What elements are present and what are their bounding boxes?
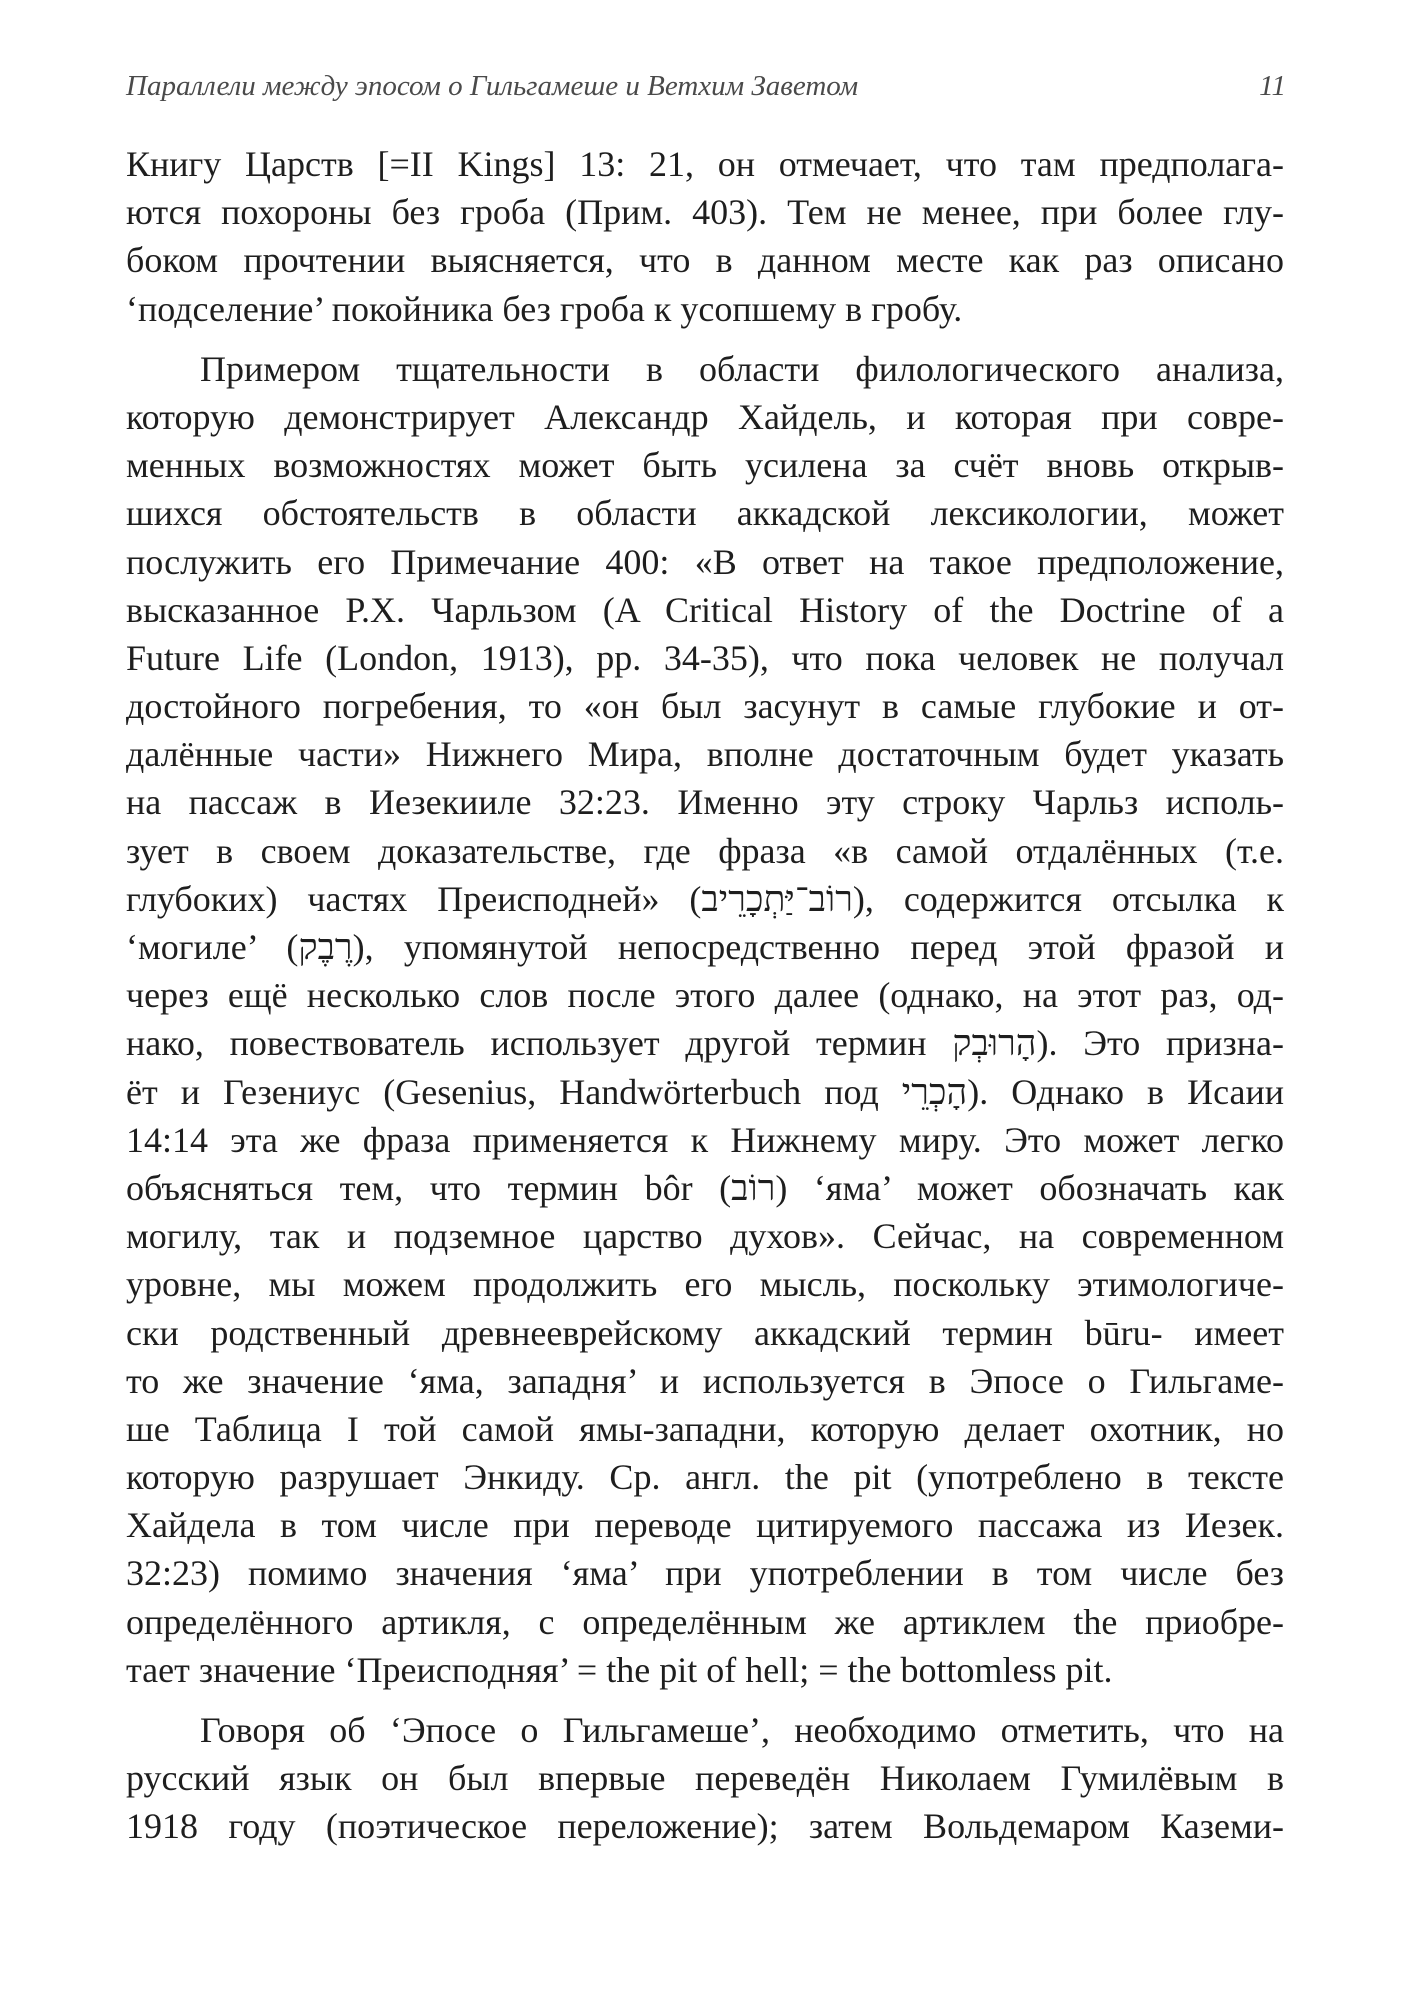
text-line: объясняться тем, что термин bôr (רוֹב) ‘яма’ может обозначать как bbox=[126, 1167, 1284, 1208]
text-line: русский язык он был впервые переведён Николаем Гумилёвым в bbox=[126, 1758, 1284, 1799]
text-line: зует в своем доказательстве, где фраза «в самой отдалённых (т.е. bbox=[126, 830, 1284, 871]
text-line: ски родственный древнееврейскому аккадский термин būru- имеет bbox=[126, 1312, 1284, 1353]
text-line: достойного погребения, то «он был засунут в самые глубокие и от- bbox=[126, 686, 1284, 727]
paragraph-3 bbox=[126, 1706, 1284, 1851]
text-line: ются похороны без гроба (Прим. 403). Тем не менее, при более глу- bbox=[126, 192, 1284, 233]
text-line: Примером тщательности в области филологического анализа, bbox=[200, 348, 1284, 389]
text-line: Говоря об ‘Эпосе о Гильгамеше’, необходимо отметить, что на bbox=[200, 1710, 1284, 1750]
page-number: 11 bbox=[1259, 70, 1286, 102]
text-line: Книгу Царств [=II Kings] 13: 21, он отмечает, что там предполага- bbox=[126, 144, 1284, 184]
text-line: через ещё несколько слов после этого далее (однако, на этот раз, од- bbox=[126, 975, 1284, 1016]
text-line: нако, повествователь использует другой термин הָרוּבְק). Это призна- bbox=[126, 1023, 1284, 1064]
text-line: послужить его Примечание 400: «В ответ на такое предположение, bbox=[126, 541, 1284, 582]
text-line: которую демонстрирует Александр Хайдель, и которая при совре- bbox=[126, 396, 1284, 437]
paragraph-gap bbox=[126, 333, 1284, 345]
text-line: ёт и Гезениус (Gesenius, Handwörterbuch под הָכְרֵי). Однако в Исаии bbox=[126, 1071, 1284, 1112]
text-line: 14:14 эта же фраза применяется к Нижнему миру. Это может легко bbox=[126, 1119, 1284, 1160]
running-title: Параллели между эпосом о Гильгамеше и Ветхим Заветом bbox=[126, 70, 859, 102]
paragraph-1 bbox=[126, 140, 1284, 333]
text-line: 32:23) помимо значения ‘яма’ при употреблении в том числе без bbox=[126, 1553, 1284, 1594]
text-line: ‘подселение’ покойника без гроба к усопшему в гробу. bbox=[126, 288, 963, 329]
text-line: определённого артикля, с определённым же артиклем the приобре- bbox=[126, 1601, 1284, 1642]
text-line: могилу, так и подземное царство духов». Сейчас, на современном bbox=[126, 1216, 1284, 1257]
text-line: менных возможностях может быть усилена за счёт вновь открыв- bbox=[126, 445, 1284, 486]
text-line: шихся обстоятельств в области аккадской лексикологии, может bbox=[126, 493, 1284, 534]
paragraph-2 bbox=[126, 345, 1284, 1694]
text-line: глубоких) частях Преисподней» (רוֹב־יַּתְכָרֵיב), содержится отсылка к bbox=[126, 878, 1284, 919]
paragraph-gap bbox=[126, 1694, 1284, 1706]
body-text bbox=[126, 140, 1284, 1851]
text-line: которую разрушает Энкиду. Ср. англ. the pit (употреблено в тексте bbox=[126, 1457, 1284, 1498]
text-line: ‘могиле’ (רֶבֶק), упомянутой непосредственно перед этой фразой и bbox=[126, 927, 1284, 967]
text-line: тает значение ‘Преисподняя’ = the pit of hell; = the bottomless pit. bbox=[126, 1649, 1113, 1690]
text-line: Future Life (London, 1913), pp. 34-35), что пока человек не получал bbox=[126, 637, 1284, 678]
text-line: Хайдела в том числе при переводе цитируемого пассажа из Иезек. bbox=[126, 1505, 1284, 1546]
text-line: боком прочтении выясняется, что в данном месте как раз описано bbox=[126, 240, 1284, 281]
text-line: уровне, мы можем продолжить его мысль, поскольку этимологиче- bbox=[126, 1264, 1284, 1305]
text-line: ше Таблица I той самой ямы-западни, которую делает охотник, но bbox=[126, 1408, 1284, 1449]
text-line: высказанное Р.Х. Чарльзом (A Critical History of the Doctrine of a bbox=[126, 589, 1284, 630]
text-line: то же значение ‘яма, западня’ и используется в Эпосе о Гильгаме- bbox=[126, 1360, 1284, 1401]
text-line: на пассаж в Иезекииле 32:23. Именно эту строку Чарльз исполь- bbox=[126, 782, 1284, 823]
text-line: 1918 году (поэтическое переложение); затем Вольдемаром Каземи- bbox=[126, 1806, 1284, 1847]
text-line: далённые части» Нижнего Мира, вполне достаточным будет указать bbox=[126, 734, 1284, 775]
